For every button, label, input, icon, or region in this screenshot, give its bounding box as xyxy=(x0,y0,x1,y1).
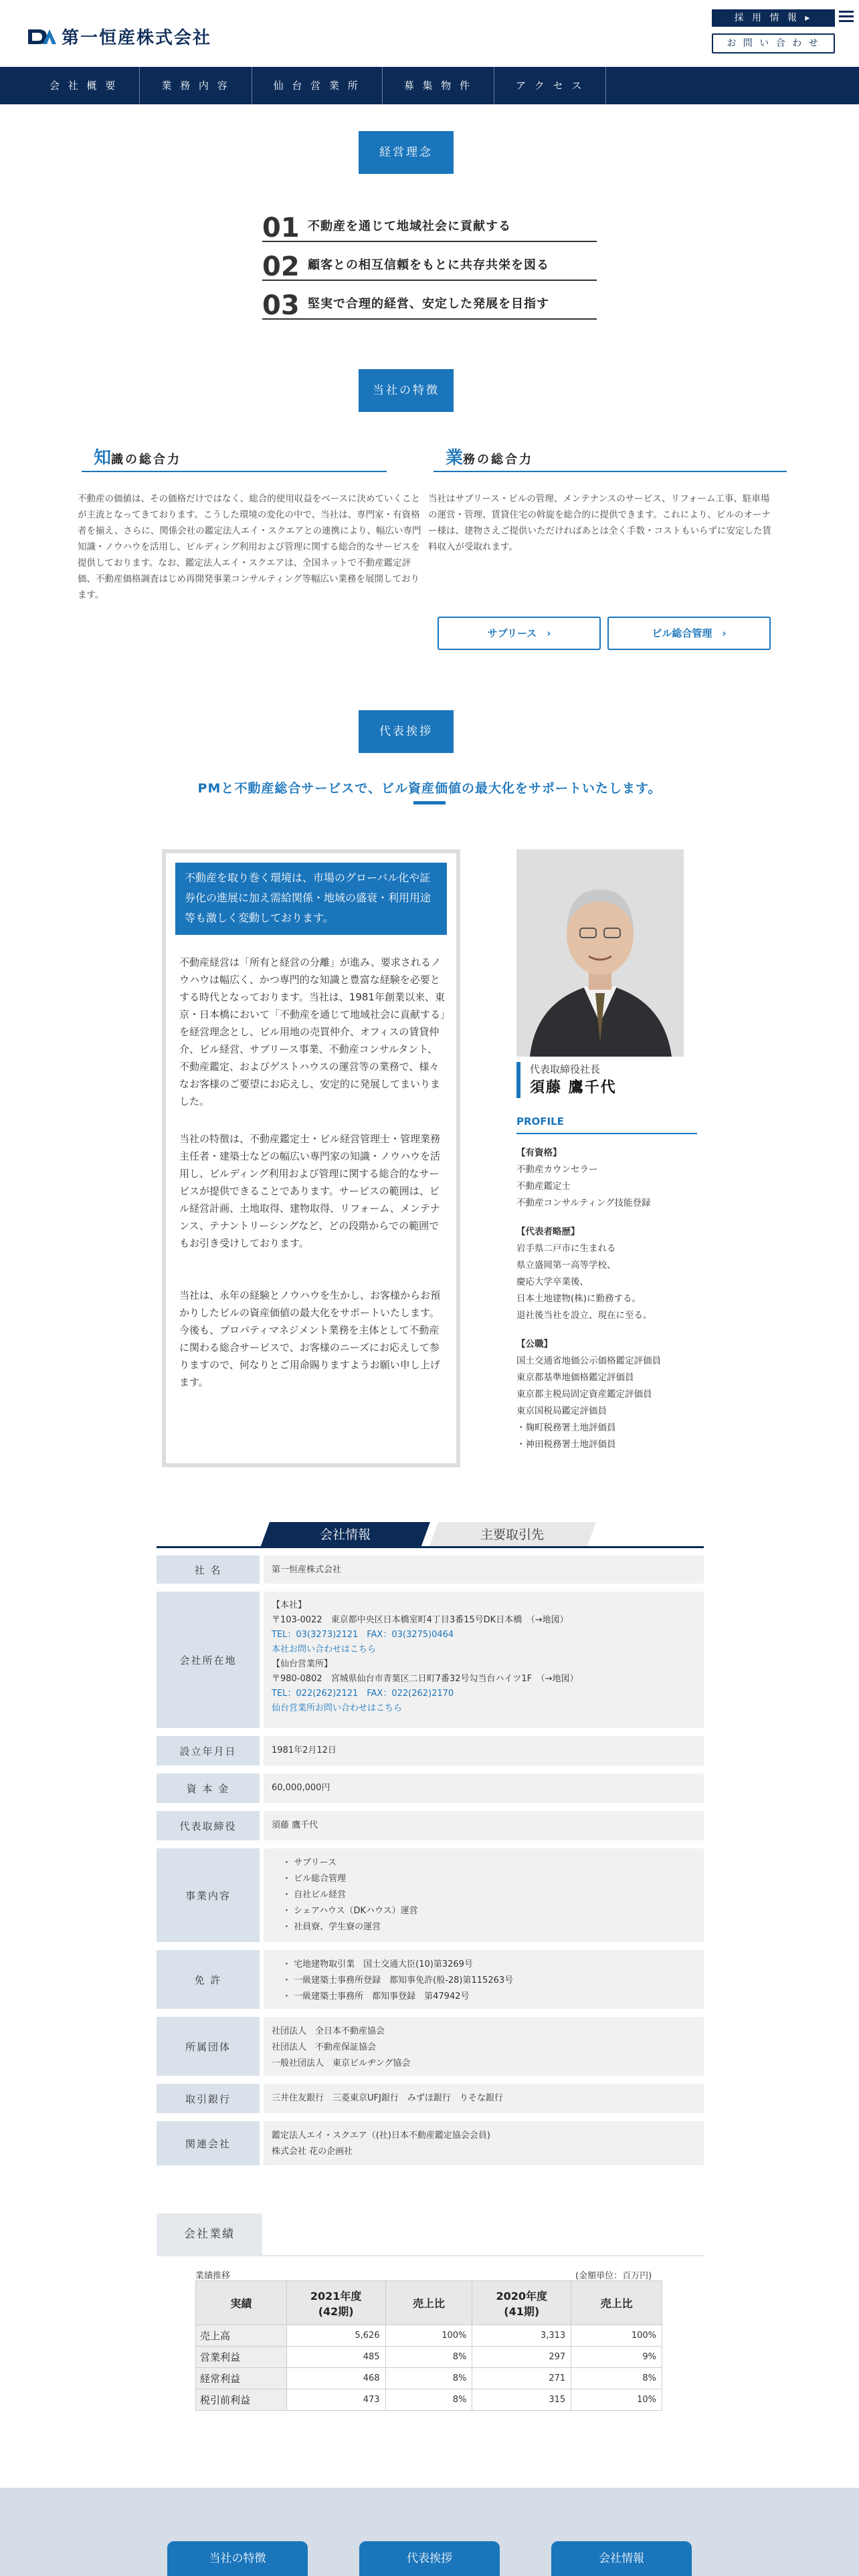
business-heading-rest: 務の総合力 xyxy=(463,453,534,467)
row-value xyxy=(264,1950,704,2009)
row-line: 1981年2月12日 xyxy=(272,1745,337,1755)
building-management-button[interactable]: ビル総合管理 › xyxy=(607,617,771,650)
table-cell: 売上高 xyxy=(196,2325,287,2347)
table-cell: 8% xyxy=(385,2368,472,2389)
table-cell: 473 xyxy=(286,2389,385,2411)
row-value xyxy=(264,1811,704,1840)
greeting-paragraph: 当社の特徴は、不動産鑑定士・ビル経営管理士・管理業務主任者・建築士などの幅広い専門家の知識・ノウハウを活用し、ビルディング利用および管理に関する総合的なサービスが提供できることであります。サービスの範囲は、ビル経営計画、土地取得、建物取得、リフォーム、メンテナンス、テナントリーシングなど、どの段階からでの範囲でもお引き受けしております。 xyxy=(179,1133,441,1249)
greeting-message-box xyxy=(162,849,460,1467)
row-line: 三井住友銀行 三菱東京UFJ銀行 みずほ銀行 りそな銀行 xyxy=(272,2093,503,2103)
greeting-catchphrase: PMと不動産総合サービスで、ビル資産価値の最大化をサポートいたします。 xyxy=(197,781,662,796)
profile-qualifications xyxy=(516,1145,650,1212)
column-header: 2021年度 (42期) xyxy=(286,2281,385,2325)
philosophy-item xyxy=(262,246,597,281)
company-row-associations xyxy=(157,2017,704,2080)
logo-mark-icon xyxy=(27,27,56,47)
head-office-address: 〒103-0022 東京都中央区日本橋室町4丁目3番15号DK日本橋 （→地図） xyxy=(272,1615,569,1625)
public-item: 東京都主税局固定資産鑑定評価員 xyxy=(516,1389,652,1400)
public-item: ・神田税務署土地評価員 xyxy=(516,1439,616,1450)
row-header: 関連会社 xyxy=(157,2121,264,2165)
row-value xyxy=(264,2121,704,2165)
column-header: 2020年度 (41期) xyxy=(472,2281,571,2325)
table-cell: 8% xyxy=(385,2347,472,2368)
sendai-office-address: 〒980-0802 宮城県仙台市青葉区二日町7番32号勾当台ハイツ1F （→地図） xyxy=(272,1674,579,1684)
sublease-button[interactable]: サブリース › xyxy=(438,617,601,650)
history-item: 退社後当社を設立、現在に至る。 xyxy=(516,1310,652,1321)
performance-underline xyxy=(157,2255,704,2256)
row-value xyxy=(264,1736,704,1765)
footer-greeting-button[interactable]: 代表挨拶 xyxy=(359,2541,500,2576)
row-line: 株式会社 花の企画社 xyxy=(272,2147,353,2157)
philosophy-text: 不動産を通じて地域社会に貢献する xyxy=(308,219,511,233)
qualifications-heading: 【有資格】 xyxy=(516,1148,562,1158)
main-nav xyxy=(0,67,859,104)
nav-item-properties[interactable]: 募 集 物 件 xyxy=(383,67,494,104)
qualification-item: 不動産コンサルティング技能登録 xyxy=(516,1198,651,1208)
company-row-affiliates xyxy=(157,2121,704,2169)
menu-icon[interactable] xyxy=(836,7,856,27)
row-value xyxy=(264,2017,704,2076)
philosophy-text: 顧客との相互信頼をもとに共存共栄を図る xyxy=(308,258,549,272)
table-row xyxy=(196,2389,662,2411)
greeting-title: 代表挨拶 xyxy=(359,710,454,753)
row-line: ・ 一級建築士事務所登録 都知事免許(般-28)第115263号 xyxy=(282,1975,514,1985)
row-line: ・ ビル総合管理 xyxy=(282,1874,347,1884)
table-cell: 100% xyxy=(385,2325,472,2347)
row-line: 社団法人 不動産保証協会 xyxy=(272,2042,377,2052)
qualification-item: 不動産カウンセラー xyxy=(516,1164,598,1175)
row-line: 一般社団法人 東京ビルヂング協会 xyxy=(272,2058,411,2068)
president-title xyxy=(516,1062,684,1098)
philosophy-item xyxy=(262,285,597,320)
philosophy-title: 経営理念 xyxy=(359,131,454,174)
row-line: 須藤 鷹千代 xyxy=(272,1820,318,1830)
nav-item-access[interactable]: ア ク セ ス xyxy=(494,67,606,104)
public-item: 国土交通省地価公示価格鑑定評価員 xyxy=(516,1356,661,1366)
business-underline xyxy=(434,471,787,472)
greeting-paragraph: 不動産経営は「所有と経営の分離」が進み、要求されるノウハウは幅広く、かつ専門的な知識と豊富な経験を必要とする時代となっております。当社は、1981年創業以来、東京・日本橋において「不動産を通じて地域社会に貢献する」を経営理念とし、ビル用地の売買仲介、オフィスの賃貸仲介、ビル経営、サブリース事業、不動産コンサルタント、不動産鑑定、およびゲストハウスの運営等の業務で、様々なお客様のご要望にお応えし、安定的に発展してまいりました。 xyxy=(179,956,446,1107)
history-item: 日本土地建物(株)に勤務する。 xyxy=(516,1293,642,1304)
row-value xyxy=(264,1848,704,1942)
table-cell: 5,626 xyxy=(286,2325,385,2347)
table-cell: 税引前利益 xyxy=(196,2389,287,2411)
business-heading xyxy=(446,444,740,477)
history-item: 慶応大学卒業後、 xyxy=(516,1277,589,1287)
tab-company-info-label: 会社情報 xyxy=(319,1527,371,1542)
profile-public-offices xyxy=(516,1336,661,1453)
company-row-name xyxy=(157,1555,704,1588)
public-item: ・麹町税務署土地評価員 xyxy=(516,1422,616,1433)
column-header: 売上比 xyxy=(571,2281,662,2325)
row-header: 取引銀行 xyxy=(157,2084,264,2113)
philosophy-text: 堅実で合理的経営、安定した発展を目指す xyxy=(308,297,549,311)
table-cell: 8% xyxy=(385,2389,472,2411)
tab-main-clients-label: 主要取引先 xyxy=(480,1527,545,1542)
history-heading: 【代表者略歴】 xyxy=(516,1226,580,1237)
row-line: 社団法人 全日本不動産協会 xyxy=(272,2026,385,2036)
table-cell: 271 xyxy=(472,2368,571,2389)
table-cell: 297 xyxy=(472,2347,571,2368)
history-item: 岩手県二戸市に生まれる xyxy=(516,1243,616,1254)
logo-text: 第一恒産株式会社 xyxy=(62,28,212,48)
president-photo xyxy=(516,849,684,1057)
president-name: 須藤 鷹千代 xyxy=(530,1079,617,1096)
table-cell: 100% xyxy=(571,2325,662,2347)
knowledge-heading-initial: 知 xyxy=(94,448,112,468)
table-row xyxy=(196,2347,662,2368)
site-header xyxy=(0,0,859,67)
row-line: ・ 社員寮、学生寮の運営 xyxy=(282,1922,381,1932)
table-row xyxy=(196,2325,662,2347)
company-row-business xyxy=(157,1848,704,1946)
row-line: 第一恒産株式会社 xyxy=(272,1565,342,1575)
performance-caption: 業績推移 xyxy=(195,2271,231,2281)
knowledge-heading xyxy=(94,444,388,477)
row-header: 代表取締役 xyxy=(157,1811,264,1840)
company-row-banks xyxy=(157,2084,704,2117)
philosophy-number: 02 xyxy=(262,251,300,282)
row-line: ・ シェアハウス（DKハウス）運営 xyxy=(282,1906,418,1916)
head-office-contact-link[interactable]: 本社お問い合わせはこちら xyxy=(272,1644,377,1654)
catchphrase-underline xyxy=(413,801,446,804)
performance-unit: (金額単位：百万円) xyxy=(575,2271,652,2281)
knowledge-heading-rest: 識の総合力 xyxy=(111,453,182,467)
table-cell: 営業利益 xyxy=(196,2347,287,2368)
features-title: 当社の特徴 xyxy=(359,369,454,412)
greeting-paragraph: 当社は、永年の経験とノウハウを生かし、お客様からお預かりしたビルの資産価値の最大化をサポートいたします。今後も、プロパティマネジメント業務を主体として不動産に関わる総合サービスで、お客様のニーズにお応えして参りますので、何なりとご用命賜りますようお願い申し上げます。 xyxy=(179,1289,441,1388)
head-office-phone[interactable]: TEL：03(3273)2121 FAX：03(3275)0464 xyxy=(272,1630,454,1640)
nav-item-sendai-office[interactable]: 仙 台 営 業 所 xyxy=(252,67,383,104)
row-header: 事業内容 xyxy=(157,1848,264,1942)
company-row-representative xyxy=(157,1811,704,1844)
company-row-address xyxy=(157,1592,704,1732)
table-cell: 8% xyxy=(571,2368,662,2389)
row-line: ・ 自社ビル経営 xyxy=(282,1890,347,1900)
table-cell: 315 xyxy=(472,2389,571,2411)
knowledge-underline xyxy=(82,471,387,472)
row-line: 60,000,000円 xyxy=(272,1783,330,1793)
business-body: 当社はサブリース・ビルの管理、メンテナンスのサービス、リフォーム工事、駐車場の運営・管理、賃貸住宅の斡旋を総合的に提供できます。これにより、ビルのオーナー様は、建物さえご提供いただければあとは全く手数・コストもいらずに安定した賃料収入が受取れます。 xyxy=(428,494,771,552)
sendai-office-phone[interactable]: TEL：022(262)2121 FAX：022(262)2170 xyxy=(272,1689,454,1699)
philosophy-number: 03 xyxy=(262,290,300,321)
table-header-row xyxy=(196,2281,662,2325)
row-header: 社 名 xyxy=(157,1555,264,1584)
row-header: 免 許 xyxy=(157,1950,264,2009)
tab-underline xyxy=(157,1546,704,1548)
tab-main-clients[interactable] xyxy=(429,1522,596,1547)
history-item: 県立盛岡第一高等学校、 xyxy=(516,1260,616,1271)
tab-company-info[interactable] xyxy=(260,1522,430,1547)
table-cell: 経常利益 xyxy=(196,2368,287,2389)
public-item: 東京都基準地価格鑑定評価員 xyxy=(516,1372,634,1383)
row-value xyxy=(264,1774,704,1803)
footer-features-button[interactable]: 当社の特徴 xyxy=(167,2541,308,2576)
public-heading: 【公職】 xyxy=(516,1339,553,1350)
profile-underline xyxy=(516,1133,697,1134)
company-row-license xyxy=(157,1950,704,2013)
table-cell: 10% xyxy=(571,2389,662,2411)
row-header: 所属団体 xyxy=(157,2017,264,2076)
table-cell: 9% xyxy=(571,2347,662,2368)
sendai-office-contact-link[interactable]: 仙台営業所お問い合わせはこちら xyxy=(272,1703,403,1713)
philosophy-number: 01 xyxy=(262,213,300,243)
performance-table xyxy=(195,2280,662,2411)
row-header: 資 本 金 xyxy=(157,1774,264,1803)
contact-button[interactable]: お 問 い 合 わ せ xyxy=(712,33,835,53)
president-portrait-image xyxy=(516,849,684,1057)
column-header: 実績 xyxy=(196,2281,287,2325)
philosophy-item xyxy=(262,207,597,242)
row-line: 鑑定法人エイ・スクエア（(社)日本不動産鑑定協会会員) xyxy=(272,2131,490,2141)
row-line: 【仙台営業所】 xyxy=(272,1659,333,1669)
company-row-established xyxy=(157,1736,704,1769)
performance-tab: 会社業績 xyxy=(157,2214,262,2255)
profile-history xyxy=(516,1224,652,1324)
table-cell: 485 xyxy=(286,2347,385,2368)
president-role: 代表取締役社長 xyxy=(530,1063,601,1075)
row-line: ・ 一級建築士事務所 都知事登録 第47942号 xyxy=(282,1992,470,2002)
table-row xyxy=(196,2368,662,2389)
company-row-capital xyxy=(157,1774,704,1807)
public-item: 東京国税局鑑定評価員 xyxy=(516,1406,607,1416)
row-value xyxy=(264,1555,704,1584)
row-value xyxy=(264,2084,704,2113)
nav-item-business[interactable]: 業 務 内 容 xyxy=(140,67,252,104)
recruit-button[interactable]: 採 用 情 報 ▸ xyxy=(712,9,835,27)
qualification-item: 不動産鑑定士 xyxy=(516,1181,571,1192)
column-header: 売上比 xyxy=(385,2281,472,2325)
row-header: 会社所在地 xyxy=(157,1592,264,1728)
knowledge-body: 不動産の価値は、その価格だけではなく、総合的使用収益をベースに決めていくことが主流となってきております。こうした環境の変化の中で、当社は、専門家・有資格者を揃え、さらに、関係会社の鑑定法人エイ・スクエアとの連携により、幅広い専門知識・ノウハウを活用し、ビルディング利用および管理に関する総合的なサービスを提供しております。なお、鑑定法人エイ・スクエアは、全国ネットで不動産鑑定評価、不動産価格調査はじめ再開発事業コンサルティング等幅広い業務を展開しております。 xyxy=(78,494,421,601)
row-line: 【本社】 xyxy=(272,1600,307,1610)
table-cell: 3,313 xyxy=(472,2325,571,2347)
greeting-lead: 不動産を取り巻く環境は、市場のグローバル化や証券化の進展に加え需給関係・地域の盛衰・利用用途等も激しく変動しております。 xyxy=(175,863,447,935)
row-value xyxy=(264,1592,704,1728)
row-header: 設立年月日 xyxy=(157,1736,264,1765)
business-heading-initial: 業 xyxy=(446,448,464,468)
row-line: ・ サブリース xyxy=(282,1858,337,1868)
footer-company-info-button[interactable]: 会社情報 xyxy=(551,2541,692,2576)
nav-item-company-overview[interactable]: 会 社 概 要 xyxy=(27,67,140,104)
profile-label: PROFILE xyxy=(516,1115,564,1128)
company-logo[interactable] xyxy=(27,24,211,49)
table-cell: 468 xyxy=(286,2368,385,2389)
row-line: ・ 宅地建物取引業 国土交通大臣(10)第3269号 xyxy=(282,1959,473,1969)
